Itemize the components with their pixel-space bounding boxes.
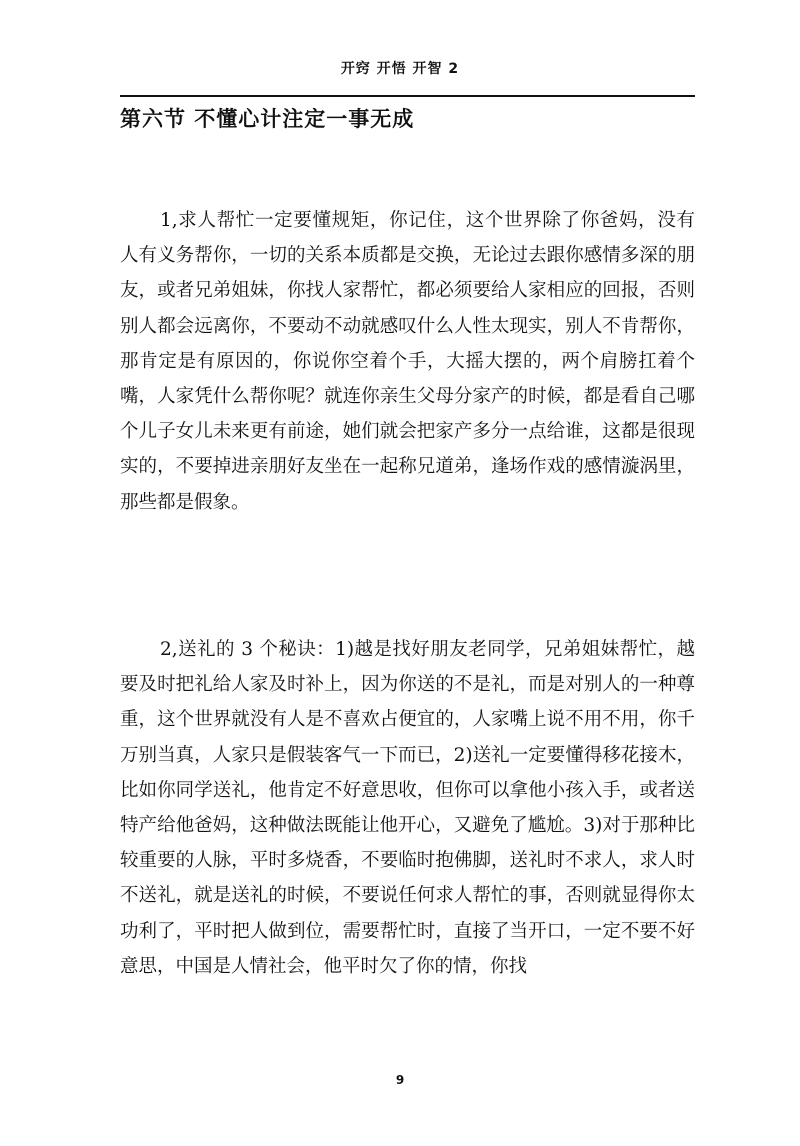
body-paragraph-2: 2,送礼的 3 个秘诀：1)越是找好朋友老同学，兄弟姐妹帮忙，越要及时把礼给人家及时补上，因为你送的不是礼，而是对别人的一种尊重，这个世界就没有人是不喜欢占便宜的，人家嘴上说不用不用，你千万别当真，人家只是假装客气一下而已，2)送礼一定要懂得移花接木，比如你同学送礼，他肯定不好意思收，但你可以拿他小孩入手，或者送特产给他爸妈，这种做法既能让他开心，又避免了尴尬。3)对于那种比较重要的人脉，平时多烧香，不要临时抱佛脚，送礼时不求人，求人时不送礼，就是送礼的时候，不要说任何求人帮忙的事，否则就显得你太功利了，平时把人做到位，需要帮忙时，直接了当开口，一定不要不好意思，中国是人情社会，他平时欠了你的情，你找 xyxy=(120,639,695,977)
header-divider xyxy=(120,95,695,97)
body-paragraph-1: 1,求人帮忙一定要懂规矩，你记住，这个世界除了你爸妈，没有人有义务帮你，一切的关系本质都是交换，无论过去跟你感情多深的朋友，或者兄弟姐妹，你找人家帮忙，都必须要给人家相应的回报，否则别人都会远离你，不要动不动就感叹什么人性太现实，别人不肯帮你，那肯定是有原因的，你说你空着个手，大摇大摆的，两个肩膀扛着个嘴，人家凭什么帮你呢？就连你亲生父母分家产的时候，都是看自己哪个儿子女儿未来更有前途，她们就会把家产多分一点给谁，这都是很现实的，不要掉进亲朋好友坐在一起称兄道弟，逢场作戏的感情漩涡里，那些都是假象。 xyxy=(120,210,695,513)
section-title: 第六节 不懂心计注定一事无成 xyxy=(120,107,415,131)
running-header: 开窍 开悟 开智 2 xyxy=(340,61,460,77)
page-number: 9 xyxy=(395,1073,405,1087)
